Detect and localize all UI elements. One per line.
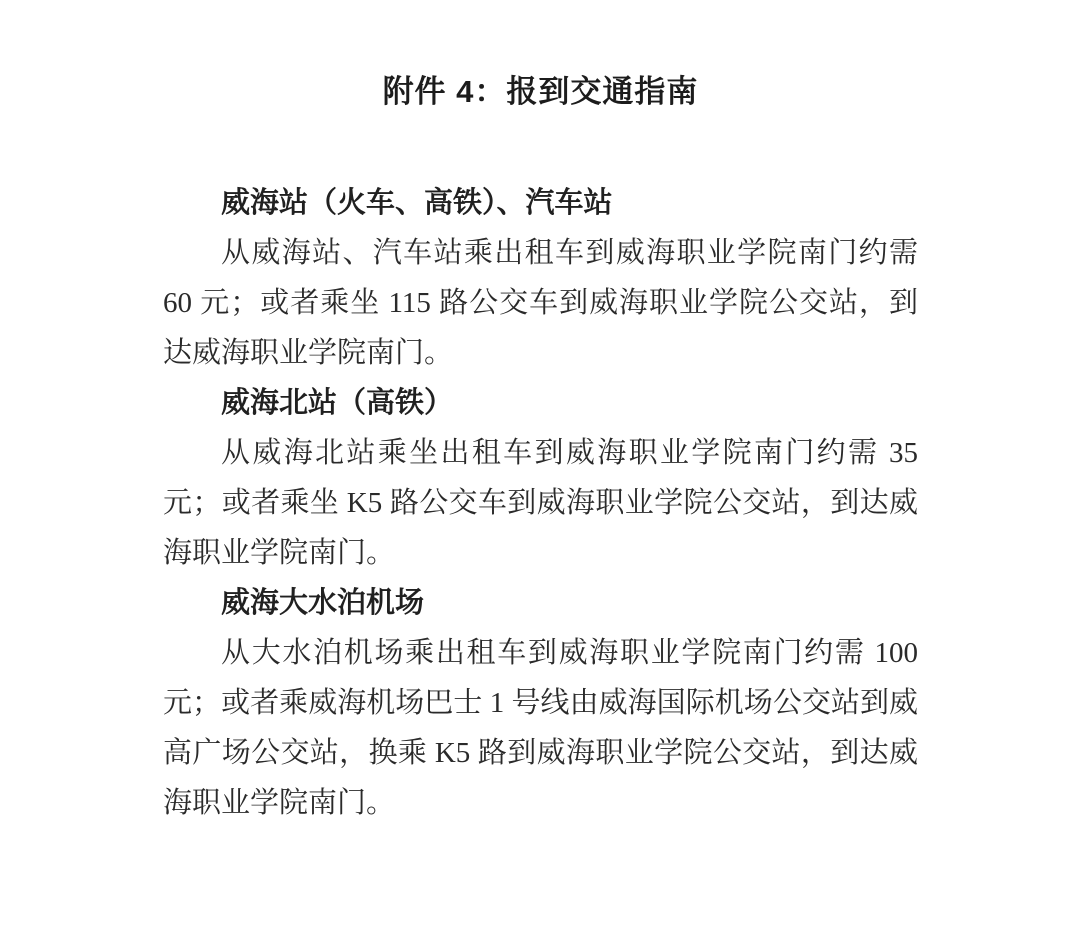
section-dashuibo-airport [163, 578, 918, 828]
section-body-weihai-station: 从威海站、汽车站乘出租车到威海职业学院南门约需 60 元；或者乘坐 115 路公交车到威海职业学院公交站，到达威海职业学院南门。 [163, 237, 918, 369]
document-title: 附件 4：报到交通指南 [382, 74, 699, 109]
section-heading-weihai-station: 威海站（火车、高铁）、汽车站 [221, 187, 613, 219]
section-heading-weihai-north-station: 威海北站（高铁） [221, 387, 454, 419]
section-weihai-north-station [163, 378, 918, 578]
section-heading-dashuibo-airport: 威海大水泊机场 [221, 587, 425, 619]
section-body-weihai-north-station: 从威海北站乘坐出租车到威海职业学院南门约需 35 元；或者乘坐 K5 路公交车到威海职业学院公交站，到达威海职业学院南门。 [163, 437, 918, 569]
section-weihai-station [163, 178, 918, 378]
section-body-dashuibo-airport: 从大水泊机场乘出租车到威海职业学院南门约需 100 元；或者乘威海机场巴士 1 号线由威海国际机场公交站到威高广场公交站，换乘 K5 路到威海职业学院公交站，到达威海职业学院南门。 [163, 637, 918, 819]
